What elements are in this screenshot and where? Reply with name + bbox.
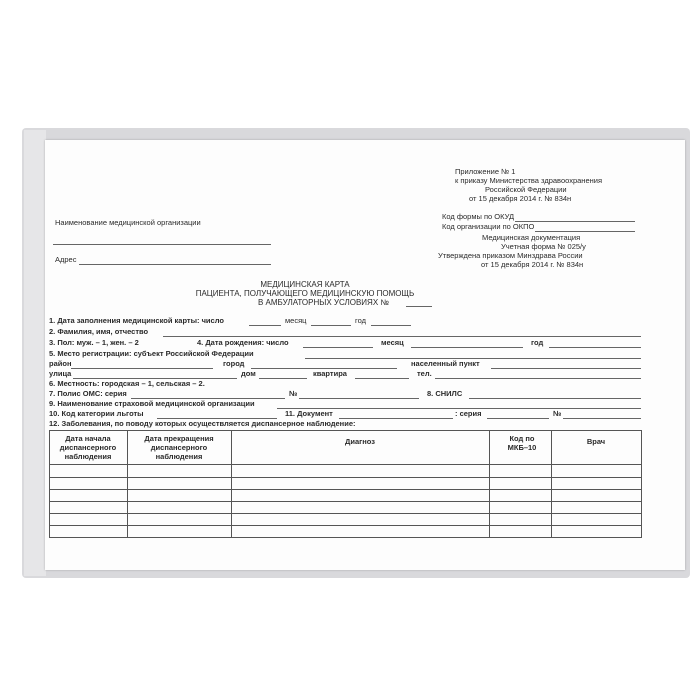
med-doc-label: Медицинская документация [482, 233, 581, 242]
org-name-line[interactable] [53, 244, 271, 245]
field-9-label: 9. Наименование страховой медицинской организации [49, 399, 255, 408]
binder-spine [24, 130, 46, 576]
field-4-label: 4. Дата рождения: число [197, 338, 289, 347]
table-header-start-date: Дата начала диспансерного наблюдения [59, 434, 117, 461]
org-name-label: Наименование медицинской организации [55, 218, 201, 227]
district-line[interactable] [71, 368, 213, 369]
apartment-label: квартира [313, 369, 347, 378]
apartment-line[interactable] [355, 378, 409, 379]
order-line-3: от 15 декабря 2014 г. № 834н [469, 194, 572, 203]
field-5-label: 5. Место регистрации: субъект Российской Федерации [49, 349, 254, 358]
tel-line[interactable] [435, 378, 641, 379]
field-1-year-label: год [355, 316, 366, 325]
table-header-icd10: Код по МКБ–10 [507, 434, 537, 452]
field-4-month-label: месяц [381, 338, 404, 347]
address-line[interactable] [79, 264, 271, 265]
field-8-line[interactable] [469, 398, 641, 399]
field-11-series[interactable] [487, 418, 549, 419]
house-label: дом [241, 369, 256, 378]
field-1-month[interactable] [311, 325, 351, 326]
field-12-label: 12. Заболевания, по поводу которых осуществляется диспансерное наблюдение: [49, 419, 356, 428]
card-number-line[interactable] [406, 306, 432, 307]
field-10-label: 10. Код категории льготы [49, 409, 144, 418]
form-number: Учетная форма № 025/у [501, 242, 586, 251]
table-header-doctor: Врач [586, 437, 606, 446]
tel-label: тел. [417, 369, 432, 378]
field-7-no-label: № [289, 389, 298, 398]
field-1-label: 1. Дата заполнения медицинской карты: число [49, 316, 224, 325]
field-3-label: 3. Пол: муж. – 1, жен. – 2 [49, 338, 139, 347]
okpo-label: Код организации по ОКПО [442, 222, 535, 231]
field-8-label: 8. СНИЛС [427, 389, 463, 398]
approved-label: Утверждена приказом Минздрава России [438, 251, 583, 260]
field-7-label: 7. Полис ОМС: серия [49, 389, 127, 398]
form-page [45, 140, 685, 570]
field-4-day[interactable] [303, 347, 373, 348]
field-4-year-label: год [531, 338, 544, 347]
table-header-diagnosis: Диагноз [345, 437, 375, 446]
settlement-line[interactable] [491, 368, 641, 369]
title-line-1: МЕДИЦИНСКАЯ КАРТА [260, 280, 350, 289]
table-header-end-date: Дата прекращения диспансерного наблюдения [144, 434, 214, 461]
field-2-line[interactable] [163, 336, 641, 337]
field-1-month-label: месяц [285, 316, 307, 325]
field-6-label: 6. Местность: городская – 1, сельская – 2. [49, 379, 205, 388]
address-label: Адрес [55, 255, 77, 264]
field-7-number[interactable] [299, 398, 419, 399]
field-11-label: 11. Документ [285, 409, 333, 418]
field-4-month[interactable] [411, 347, 523, 348]
order-line-2: Российской Федерации [485, 185, 567, 194]
dispensary-table [45, 430, 685, 560]
okpo-line[interactable] [535, 231, 635, 232]
city-label: город [223, 359, 245, 368]
field-11-series-label: : серия [455, 409, 482, 418]
field-1-day[interactable] [249, 325, 281, 326]
house-line[interactable] [259, 378, 307, 379]
field-11-doc[interactable] [339, 418, 453, 419]
field-4-year[interactable] [549, 347, 641, 348]
settlement-label: населенный пункт [411, 359, 480, 368]
field-11-no-label: № [553, 409, 562, 418]
field-2-label: 2. Фамилия, имя, отчество [49, 327, 149, 336]
street-label: улица [49, 369, 72, 378]
field-11-number[interactable] [563, 418, 641, 419]
title-line-3: В АМБУЛАТОРНЫХ УСЛОВИЯХ № [258, 298, 389, 307]
appendix-label: Приложение № 1 [455, 167, 516, 176]
okud-label: Код формы по ОКУД [442, 212, 515, 221]
district-label: район [49, 359, 72, 368]
field-1-year[interactable] [371, 325, 411, 326]
order-line-1: к приказу Министерства здравоохранения [455, 176, 603, 185]
approved-date: от 15 декабря 2014 г. № 834н [481, 260, 584, 269]
title-line-2: ПАЦИЕНТА, ПОЛУЧАЮЩЕГО МЕДИЦИНСКУЮ ПОМОЩЬ [195, 289, 415, 298]
